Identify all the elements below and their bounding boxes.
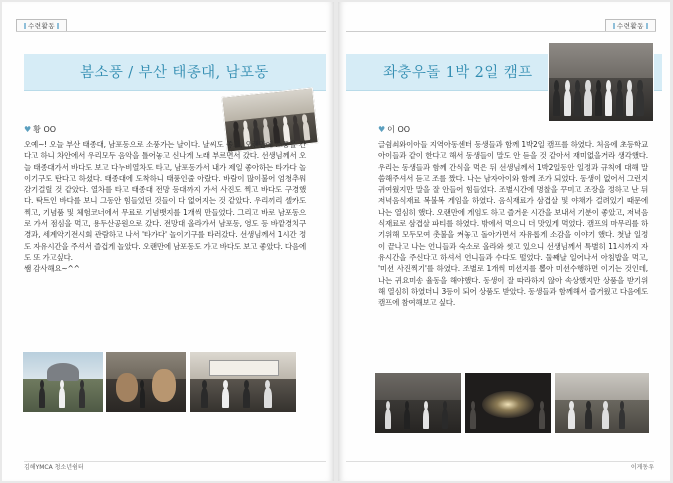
photo-games <box>374 372 462 434</box>
section-label: 수련활동 <box>616 22 644 30</box>
article-title: 좌충우돌 1박 2일 캠프 <box>383 65 533 81</box>
photo-monument <box>22 351 104 413</box>
body-paragraph: 글쉼쇠와이아들 지역아동센터 동생들과 함께 1박2일 캠프를 하였다. 처음에 초등학교 아이들과 같이 한다고 해서 동생들이 말도 안 듣을 것 같아서 재미없을거라 생각했다. 우리는 동생들과 함께 간식을 먹은 뒤 선생님께서 1박2일동안 일정과 규칙에 대해 말씀해주셔서 듣고 조를 짰다. 나는 남자아이와 함께 조가 되었다. 동생이 없어서 그런지 귀여웠지만 말을 잘 안들어 힘들었다. 조별시간에 명찰을 꾸미고 조장을 정하고 난 뒤 저녁음식재료 복불복 게임을 하였다. 음식재료가 삼겹살 및 야채가 걸려있기 때문에 나는 열심히 했다. 오랜만에 게임도 하고 즐거운 시간을 보내서 기분이 좋았고, 저녁음식재료로 삼겹살 파티를 하였다. 밖에서 먹으니 더 맛있게 먹었다. 캠프의 마무리를 하기위해 모두모여 촛불을 켜놓고 돌아가면서 자유롭게 소감을 이야기 했다. 첫날 일정이 끝나고 나는 언니들과 숙소로 올라와 씻고 있으니 선생님께서 특별히 11시까지 자유시간을 주신다고 하셔서 언니들과 수다도 떨었다. 둘째날 일어나서 아침밥을 먹고, '미션 사진찍기'를 하였다. 조별로 1개씩 미션지를 뽑아 미션수행하면 이기는 것인데, 나는 귀요미송 율동을 해야했다. 동생이 잘 따라하지 않아 속상했지만 상품을 받기위해 열심히 하였더니 3등이 되어 상품도 받았다. 동생들과 함께해서 즐거웠고 다음에도 캠프에 참여해보고 싶다. <box>378 140 648 308</box>
page-footer: 이게동우 <box>630 464 654 471</box>
group-photo <box>548 42 654 122</box>
right-page <box>338 2 670 481</box>
author-line <box>24 124 56 135</box>
article-body <box>24 139 306 275</box>
heart-icon: ♥ <box>378 125 386 134</box>
footer-rule <box>346 461 654 462</box>
header-rule <box>346 31 656 32</box>
header-rule <box>16 31 326 32</box>
page-footer: 김해YMCA 청소년쉼터 <box>24 464 84 471</box>
author-name: 이 OO <box>387 125 411 134</box>
photo-group-outdoor <box>554 372 650 434</box>
left-page <box>2 2 334 481</box>
title-band <box>24 54 326 91</box>
heart-icon: ♥ <box>24 125 32 134</box>
body-paragraph: 쌤 감사해요~^^ <box>24 264 80 274</box>
section-label: 수련활동 <box>28 22 56 30</box>
photo-drums <box>105 351 187 413</box>
author-line <box>378 124 410 135</box>
author-name: 황 OO <box>33 125 57 134</box>
photo-candlelight <box>464 372 552 434</box>
body-paragraph: 오예~! 오늘 부산 태종대, 남포동으로 소풍가는 날이다. 날씨도 좋고, 오랜만에 소풍을 간다고 하니 차안에서 우리모두 음악을 틀어놓고 신나게 노래 부르면서 갔다. 선생님께서 오늘 태종대가서 바다도 보고 다누비열차도 타고, 남포동가서 내가 제일 좋아하는 타가다 놀이기구도 탄다고 하셨다. 태종대에 도착하니 태풍인줄 아랐다. 바람이 많이불어 엄청추워 감기걸릴 것 같았다. 열차를 타고 태종대 전망 등대까지 가서 사진도 찍고 바다도 구경했다. 탁트인 바다를 보니 그동안 힘들었던 것들이 다 없어지는 것 같았다. 우리끼리 셀카도 찍고, 기념품 및 체험코너에서 무료로 기념뱃지를 1개씩 만들었다. 그리고 바로 남포동으로 가서 점심을 먹고, 용두산공원으로 갔다. 전망대 올라가서 남포동, 영도 등 바깥경치구경과, 세계악기전시회 관람하고 나서 '타가다' 놀이기구를 타러갔다. 선생님께서 1시간 정도 자유시간을 주셔서 즐겁게 놀았다. 오랜만에 남포동도 가고 바다도 보고 좋았다. 다음에도 또 가고싶다. <box>24 140 307 262</box>
article-title: 봄소풍 / 부산 태종대, 남포동 <box>80 65 269 81</box>
article-body <box>378 139 648 308</box>
photo-taga-disco <box>189 351 297 413</box>
